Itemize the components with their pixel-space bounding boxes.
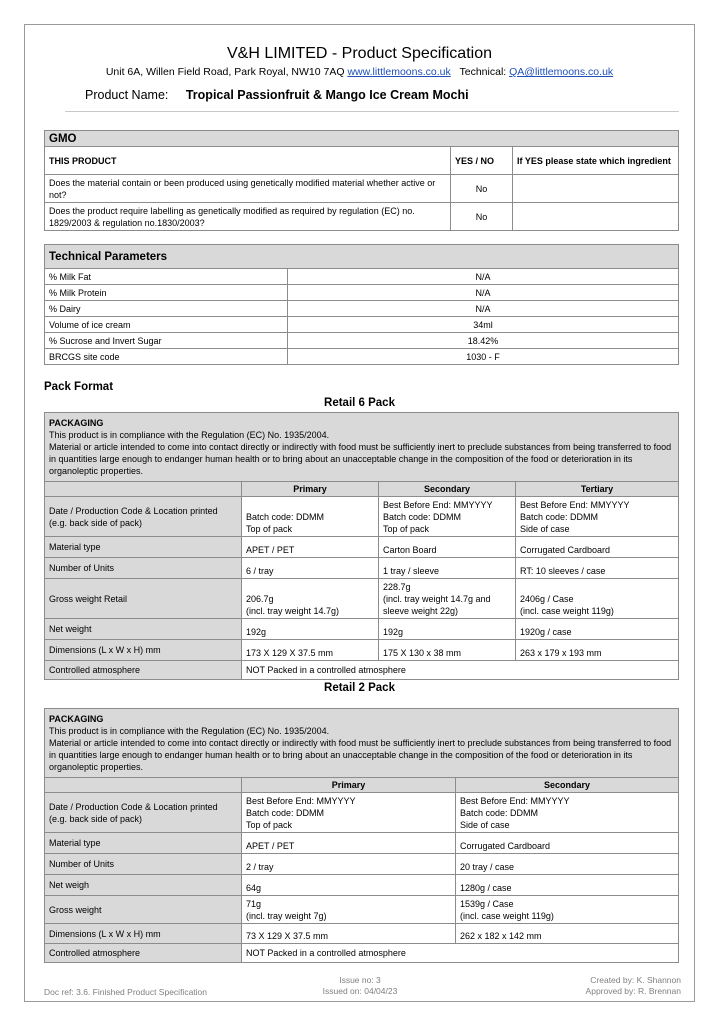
product-name-value: Tropical Passionfruit & Mango Ice Cream Mochi: [185, 88, 469, 102]
cell-value: 1280g / case: [456, 875, 679, 896]
cell-value: Best Before End: MMYYYY Batch code: DDMM Top of pack: [379, 497, 516, 537]
header-divider: [65, 111, 679, 112]
row-label: Dimensions (L x W x H) mm: [45, 924, 242, 944]
cell-value: Corrugated Cardboard: [456, 833, 679, 854]
footer-issue-no: Issue no: 3: [339, 975, 381, 985]
col-tertiary: Tertiary: [516, 482, 679, 497]
tech-value: N/A: [288, 285, 679, 301]
spec-page: [24, 24, 695, 1002]
tech-label: BRCGS site code: [45, 349, 288, 365]
footer-approved-by: Approved by: R. Brennan: [585, 986, 681, 996]
col-secondary: Secondary: [379, 482, 516, 497]
website-link[interactable]: www.littlemoons.co.uk: [347, 66, 451, 78]
gmo-detail-2: [513, 203, 679, 231]
cell-value: APET / PET: [242, 833, 456, 854]
cell-value: Best Before End: MMYYYY Batch code: DDMM Top of pack: [242, 793, 456, 833]
cell-value: 192g: [242, 619, 379, 640]
footer-doc-ref: Doc ref: 3.6. Finished Product Specification: [44, 987, 207, 997]
tech-value: 1030 - F: [288, 349, 679, 365]
cell-value: APET / PET: [242, 537, 379, 558]
row-label: Net weigh: [45, 875, 242, 896]
controlled-atmosphere-value: NOT Packed in a controlled atmosphere: [242, 661, 679, 680]
gmo-table: [44, 130, 679, 231]
tech-label: % Milk Fat: [45, 269, 288, 285]
row-label: Material type: [45, 537, 242, 558]
cell-value: 73 X 129 X 37.5 mm: [242, 924, 456, 944]
row-label: Gross weight: [45, 896, 242, 924]
packaging-compliance-line: This product is in compliance with the Regulation (EC) No. 1935/2004.: [49, 430, 330, 440]
tech-value: N/A: [288, 269, 679, 285]
footer-authors: [520, 975, 681, 997]
gmo-heading: GMO: [45, 131, 679, 147]
col-primary: Primary: [242, 778, 456, 793]
cell-value: 20 tray / case: [456, 854, 679, 875]
packaging-compliance-block: [45, 413, 679, 482]
row-label: Number of Units: [45, 558, 242, 579]
cell-value: 263 x 179 x 193 mm: [516, 640, 679, 661]
technical-parameters-table: [44, 244, 679, 365]
cell-value: 192g: [379, 619, 516, 640]
retail-2-pack-table: [44, 708, 679, 963]
gmo-detail-1: [513, 175, 679, 203]
product-name-line: [85, 88, 469, 102]
cell-value: Batch code: DDMM Top of pack: [242, 497, 379, 537]
cell-value: RT: 10 sleeves / case: [516, 558, 679, 579]
tech-value: 34ml: [288, 317, 679, 333]
row-label: Controlled atmosphere: [45, 661, 242, 680]
cell-value: 228.7g (incl. tray weight 14.7g and sleeve weight 22g): [379, 579, 516, 619]
technical-label: Technical:: [459, 66, 507, 78]
technical-email-link[interactable]: QA@littlemoons.co.uk: [509, 66, 614, 78]
col-blank: [45, 778, 242, 793]
gmo-col-if-yes: If YES please state which ingredient: [513, 147, 679, 175]
gmo-col-yes-no: YES / NO: [451, 147, 513, 175]
retail-2-pack-title: Retail 2 Pack: [324, 682, 395, 694]
controlled-atmosphere-value: NOT Packed in a controlled atmosphere: [242, 944, 679, 963]
cell-value: 262 x 182 x 142 mm: [456, 924, 679, 944]
packaging-compliance-block: [45, 709, 679, 778]
cell-value: 2 / tray: [242, 854, 456, 875]
footer-created-by: Created by: K. Shannon: [590, 975, 681, 985]
footer-issue: [300, 975, 420, 997]
cell-value: 64g: [242, 875, 456, 896]
cell-value: 6 / tray: [242, 558, 379, 579]
cell-value: 173 X 129 X 37.5 mm: [242, 640, 379, 661]
address-text: Unit 6A, Willen Field Road, Park Royal, NW10 7AQ: [105, 66, 345, 78]
packaging-heading: PACKAGING: [49, 714, 104, 724]
col-secondary: Secondary: [456, 778, 679, 793]
row-label: Material type: [45, 833, 242, 854]
cell-value: Carton Board: [379, 537, 516, 558]
packaging-inert-line: Material or article intended to come into contact directly or indirectly with food must be sufficiently inert to preclude substances from being transferred to food in quantities large enough to endanger human health or to bring about an unacceptable change in the composition of the food or deterioration in its organoleptic properties.: [49, 442, 672, 476]
cell-value: 175 X 130 x 38 mm: [379, 640, 516, 661]
gmo-answer-2: No: [451, 203, 513, 231]
gmo-question-2: Does the product require labelling as genetically modified as required by regulation (EC) no. 1829/2003 & regulation no.1830/2003?: [45, 203, 451, 231]
cell-value: Corrugated Cardboard: [516, 537, 679, 558]
cell-value: 1920g / case: [516, 619, 679, 640]
document-title: V&H LIMITED - Product Specification: [227, 45, 492, 62]
row-label: Gross weight Retail: [45, 579, 242, 619]
product-name-label: Product Name:: [85, 88, 169, 102]
row-label: Dimensions (L x W x H) mm: [45, 640, 242, 661]
packaging-heading: PACKAGING: [49, 418, 104, 428]
row-label: Controlled atmosphere: [45, 944, 242, 963]
cell-value: 2406g / Case (incl. case weight 119g): [516, 579, 679, 619]
tech-value: 18.42%: [288, 333, 679, 349]
row-label: Number of Units: [45, 854, 242, 875]
tech-label: % Dairy: [45, 301, 288, 317]
row-label: Date / Production Code & Location printed (e.g. back side of pack): [45, 793, 242, 833]
cell-value: 1 tray / sleeve: [379, 558, 516, 579]
retail-6-pack-title: Retail 6 Pack: [324, 397, 395, 409]
cell-value: 1539g / Case (incl. case weight 119g): [456, 896, 679, 924]
gmo-answer-1: No: [451, 175, 513, 203]
cell-value: Best Before End: MMYYYY Batch code: DDMM Side of case: [516, 497, 679, 537]
gmo-question-1: Does the material contain or been produced using genetically modified material whether active or not?: [45, 175, 451, 203]
company-address-line: [25, 66, 694, 78]
cell-value: Best Before End: MMYYYY Batch code: DDMM Side of case: [456, 793, 679, 833]
tech-label: % Sucrose and Invert Sugar: [45, 333, 288, 349]
retail-6-pack-table: [44, 412, 679, 680]
cell-value: 206.7g (incl. tray weight 14.7g): [242, 579, 379, 619]
col-primary: Primary: [242, 482, 379, 497]
packaging-compliance-line: This product is in compliance with the Regulation (EC) No. 1935/2004.: [49, 726, 330, 736]
gmo-col-this-product: THIS PRODUCT: [45, 147, 451, 175]
tech-label: % Milk Protein: [45, 285, 288, 301]
cell-value: 71g (incl. tray weight 7g): [242, 896, 456, 924]
row-label: Date / Production Code & Location printed (e.g. back side of pack): [45, 497, 242, 537]
packaging-inert-line: Material or article intended to come into contact directly or indirectly with food must be sufficiently inert to preclude substances from being transferred to food in quantities large enough to endanger human health or to bring about an unacceptable change in the composition of the food or deterioration in its organoleptic properties.: [49, 738, 672, 772]
technical-heading: Technical Parameters: [45, 245, 679, 269]
pack-format-heading: Pack Format: [44, 381, 114, 393]
tech-label: Volume of ice cream: [45, 317, 288, 333]
row-label: Net weight: [45, 619, 242, 640]
tech-value: N/A: [288, 301, 679, 317]
footer-issued-on: Issued on: 04/04/23: [322, 986, 398, 996]
col-blank: [45, 482, 242, 497]
